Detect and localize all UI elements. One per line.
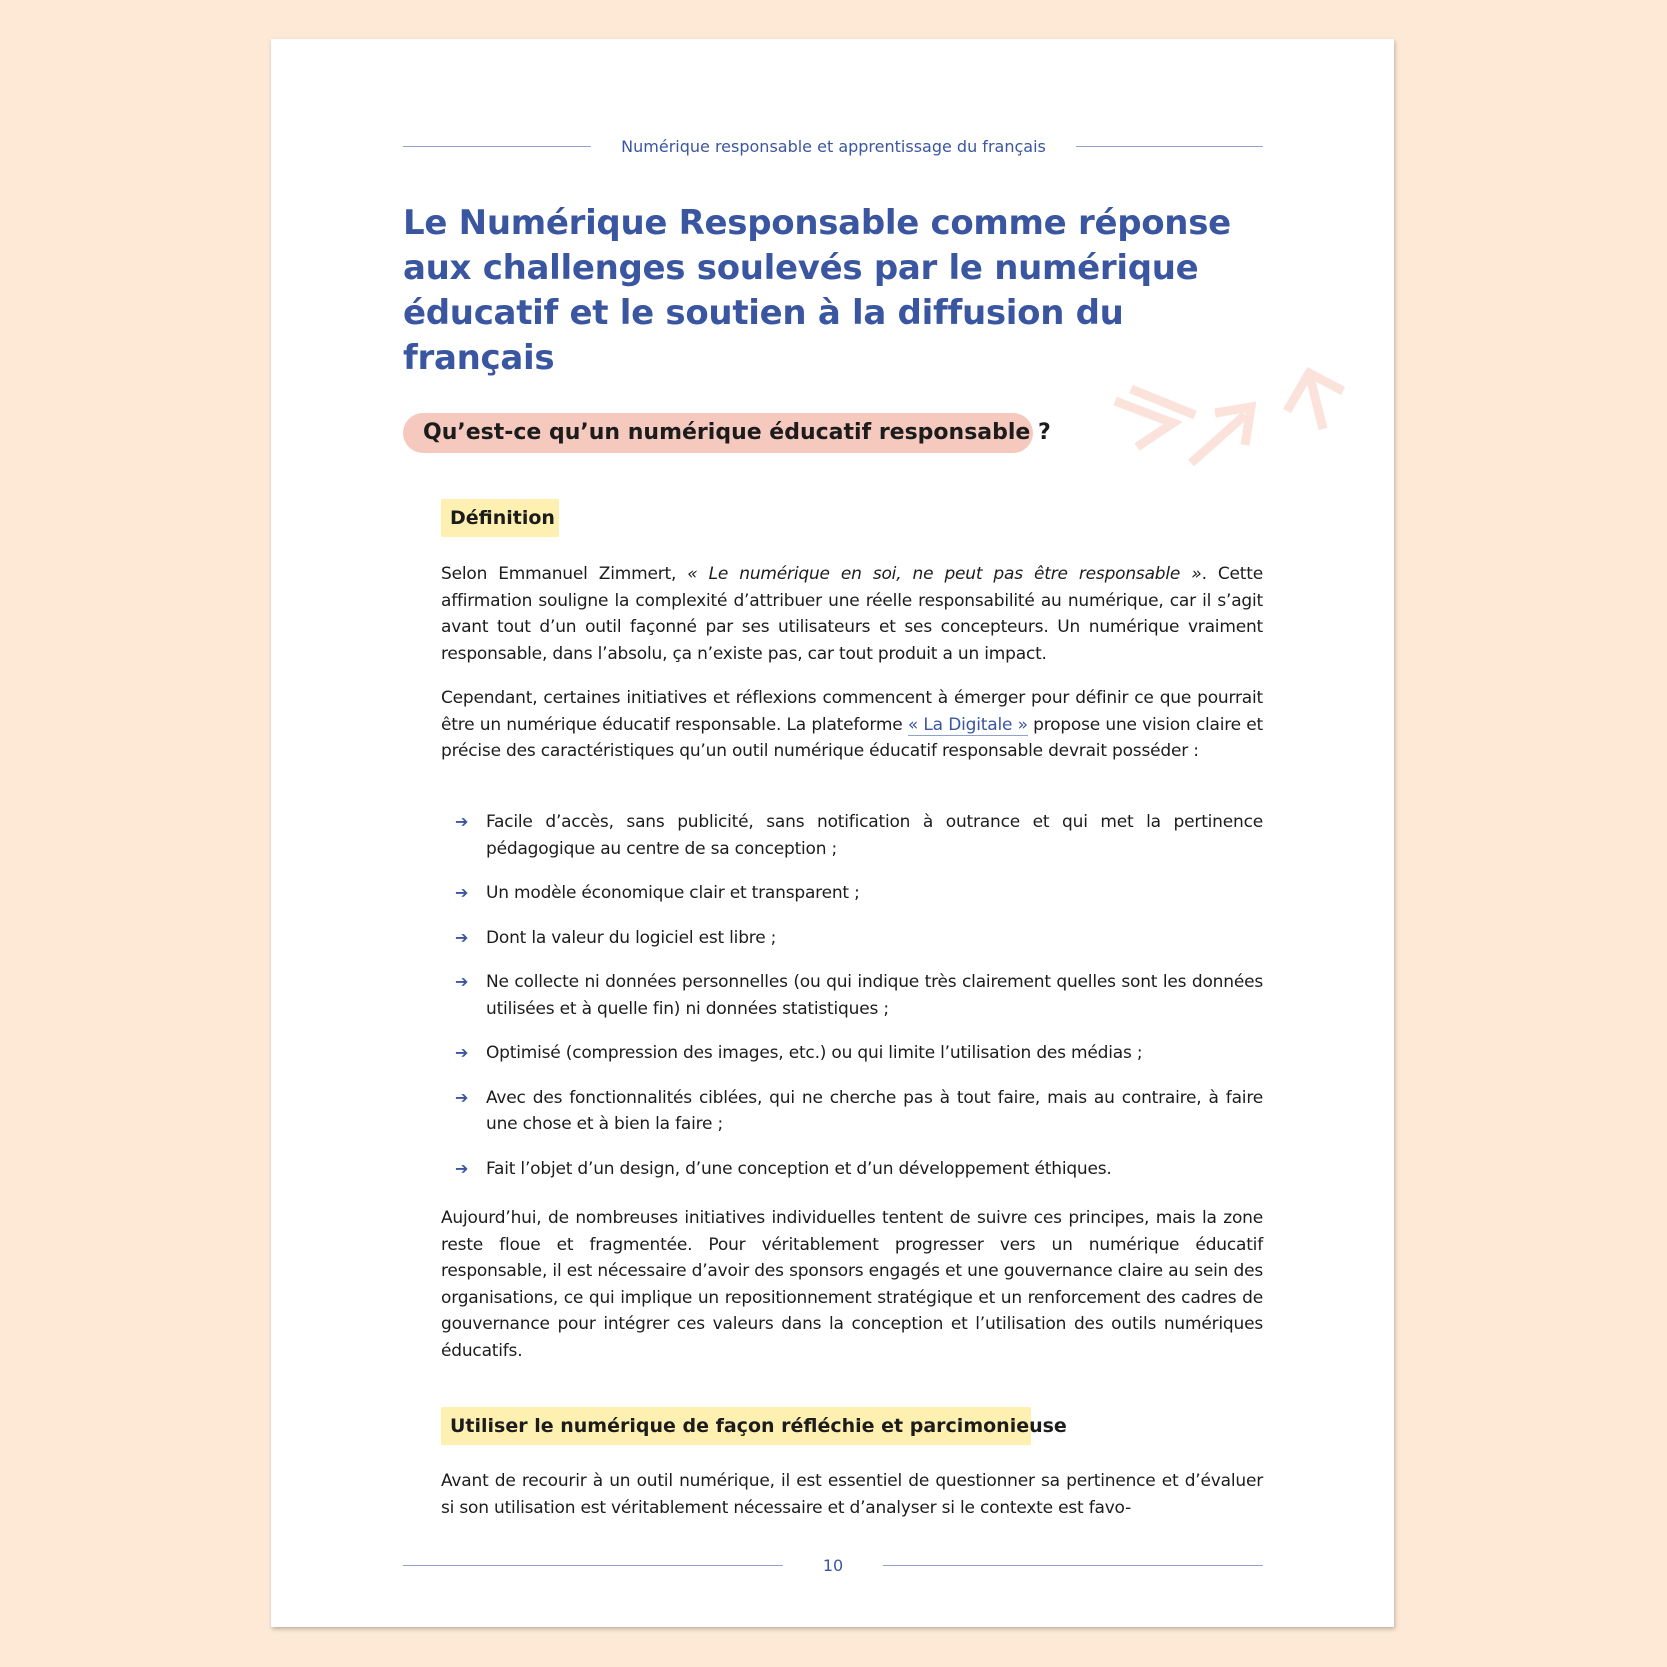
document-page bbox=[271, 39, 1394, 1627]
header-rule-right bbox=[1076, 146, 1263, 147]
paragraph-text: Cependant, certaines initiatives et réflexions commencent à émerger pour définir ce que pourrait être un numérique éducatif responsable. La plateforme bbox=[441, 688, 1263, 735]
list-item-text: Ne collecte ni données personnelles (ou qui indique très clairement quelles sont les données utilisées et à quelle fin) ni données statistiques ; bbox=[486, 972, 1263, 1019]
list-item bbox=[441, 1040, 1263, 1067]
arrow-right-icon: ➔ bbox=[455, 1158, 469, 1178]
arrow-right-icon: ➔ bbox=[455, 1043, 469, 1062]
list-item bbox=[441, 809, 1263, 862]
usage-paragraph-1: Avant de recourir à un outil numérique, il est essentiel de questionner sa pertinence et d’évaluer si son utilisation est véritablement nécessaire et d’analyser si le contexte est favo- bbox=[441, 1471, 1263, 1518]
criteria-list bbox=[441, 809, 1263, 1200]
list-item-text: Optimisé (compression des images, etc.) ou qui limite l’utilisation des médias ; bbox=[486, 1043, 1143, 1063]
arrow-right-icon: ➔ bbox=[455, 927, 469, 947]
running-header bbox=[403, 133, 1263, 159]
usage-label: Utiliser le numérique de façon réfléchie et parcimonieuse bbox=[441, 1407, 1031, 1445]
paragraph-text: Selon Emmanuel Zimmert, bbox=[441, 564, 688, 584]
paragraph-text: . Cette affirmation souligne la complexité d’attribuer une réelle responsabilité au numérique, car il s’agit avant tout d’un outil façonné par ses utilisateurs et ses concepteurs. Un numérique vraiment responsable, dans l’absolu, ça n’existe pas, car tout produit a un impact. bbox=[441, 564, 1264, 664]
list-item-text: Un modèle économique clair et transparent ; bbox=[486, 883, 860, 903]
list-item bbox=[441, 880, 1263, 907]
decorative-arrows-icon bbox=[1091, 329, 1391, 469]
page-number: 10 bbox=[822, 1555, 844, 1575]
list-item-text: Facile d’accès, sans publicité, sans notification à outrance et qui met la pertinence pédagogique au centre de sa conception ; bbox=[486, 812, 1263, 859]
arrow-right-icon: ➔ bbox=[455, 1087, 469, 1107]
list-item bbox=[441, 925, 1263, 952]
definition-label: Définition bbox=[441, 499, 559, 537]
page-title: Le Numérique Responsable comme réponse aux challenges soulevés par le numérique éducatif et le soutien à la diffusion du français bbox=[403, 203, 1231, 378]
list-item bbox=[441, 1156, 1263, 1183]
footer-rule-right bbox=[883, 1565, 1263, 1566]
arrow-right-icon: ➔ bbox=[455, 972, 469, 991]
la-digitale-link[interactable]: « La Digitale » bbox=[907, 714, 1028, 735]
footer-rule-left bbox=[403, 1565, 783, 1566]
running-header-title: Numérique responsable et apprentissage du français bbox=[621, 136, 1046, 156]
definition-paragraph-3: Aujourd’hui, de nombreuses initiatives individuelles tentent de suivre ces principes, mais la zone reste floue et fragmentée. Pour véritablement progresser vers un numérique éducatif responsable, il est nécessaire d’avoir des sponsors engagés et une gouvernance claire au sein des organisations, ce qui implique un repositionnement stratégique et un renforcement des cadres de gouvernance pour intégrer ces valeurs dans la conception et l’utilisation des outils numériques éducatifs. bbox=[441, 1208, 1263, 1361]
definition-paragraph-2 bbox=[441, 685, 1263, 765]
list-item-text: Fait l’objet d’un design, d’une conception et d’un développement éthiques. bbox=[486, 1158, 1112, 1179]
list-item bbox=[441, 969, 1263, 1022]
arrow-right-icon: ➔ bbox=[455, 883, 469, 902]
header-rule-left bbox=[403, 146, 591, 147]
paragraph-text: propose une vision claire et précise des caractéristiques qu’un outil numérique éducatif responsable devrait posséder : bbox=[441, 714, 1263, 761]
running-footer bbox=[403, 1553, 1263, 1577]
arrow-right-icon: ➔ bbox=[455, 812, 469, 831]
list-item-text: Dont la valeur du logiciel est libre ; bbox=[486, 927, 777, 948]
list-item-text: Avec des fonctionnalités ciblées, qui ne cherche pas à tout faire, mais au contraire, à faire une chose et à bien la faire ; bbox=[486, 1087, 1263, 1134]
quote-text: « Le numérique en soi, ne peut pas être responsable » bbox=[687, 564, 1202, 584]
definition-paragraph-1 bbox=[441, 561, 1263, 667]
section-heading: Qu’est-ce qu’un numérique éducatif responsable ? bbox=[403, 413, 1033, 453]
list-item bbox=[441, 1085, 1263, 1138]
